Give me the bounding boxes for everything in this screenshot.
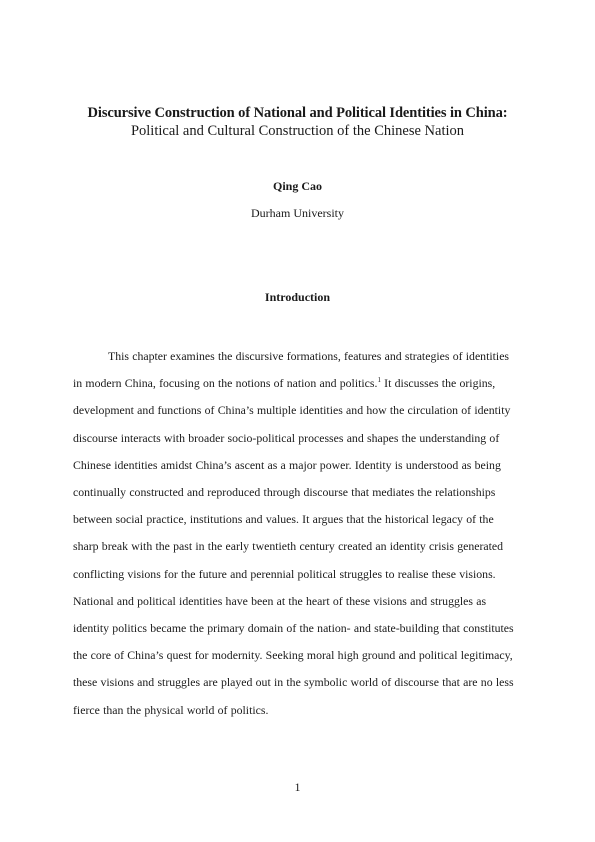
paragraph-line: development and functions of China’s multiple identities and how the circulation of identity — [73, 403, 511, 418]
paragraph-line: conflicting visions for the future and perennial political struggles to realise these visions. — [73, 566, 496, 581]
footnote-marker[interactable]: 1 — [377, 376, 381, 385]
paragraph-line: these visions and struggles are played out in the symbolic world of discourse that are no less — [73, 675, 514, 690]
author-affiliation: Durham University — [251, 206, 344, 220]
paper-title: Discursive Construction of National and Political Identities in China: — [87, 105, 508, 121]
paragraph-line: between social practice, institutions and values. It argues that the historical legacy of the — [73, 512, 494, 527]
paragraph-line: This chapter examines the discursive formations, features and strategies of identities — [108, 349, 510, 363]
paragraph-line — [73, 370, 519, 397]
paragraph-line: sharp break with the past in the early twentieth century created an identity crisis generated — [73, 539, 504, 554]
paragraph-line: the core of China’s quest for modernity. Seeking moral high ground and political legitimacy, — [73, 648, 513, 663]
paragraph-line: continually constructed and reproduced through discourse that mediates the relationships — [73, 485, 496, 500]
page-number: 1 — [294, 780, 301, 794]
introduction-paragraph — [73, 343, 519, 724]
paragraph-line-text: It discusses the origins, — [380, 376, 496, 391]
paragraph-line: discourse interacts with broader socio-political processes and shapes the understanding of — [73, 430, 500, 445]
paragraph-line: Chinese identities amidst China’s ascent as a major power. Identity is understood as being — [73, 457, 501, 472]
paper-subtitle: Political and Cultural Construction of the Chinese Nation — [130, 123, 465, 139]
paragraph-line: fierce than the physical world of politics. — [73, 702, 269, 717]
paragraph-line-text: in modern China, focusing on the notions of nation and politics. — [73, 376, 378, 391]
paragraph-line: National and political identities have been at the heart of these visions and struggles as — [73, 593, 487, 608]
section-heading-introduction: Introduction — [264, 290, 331, 304]
author-name: Qing Cao — [272, 179, 322, 193]
paragraph-line: identity politics became the primary domain of the nation- and state-building that constitutes — [73, 621, 514, 636]
